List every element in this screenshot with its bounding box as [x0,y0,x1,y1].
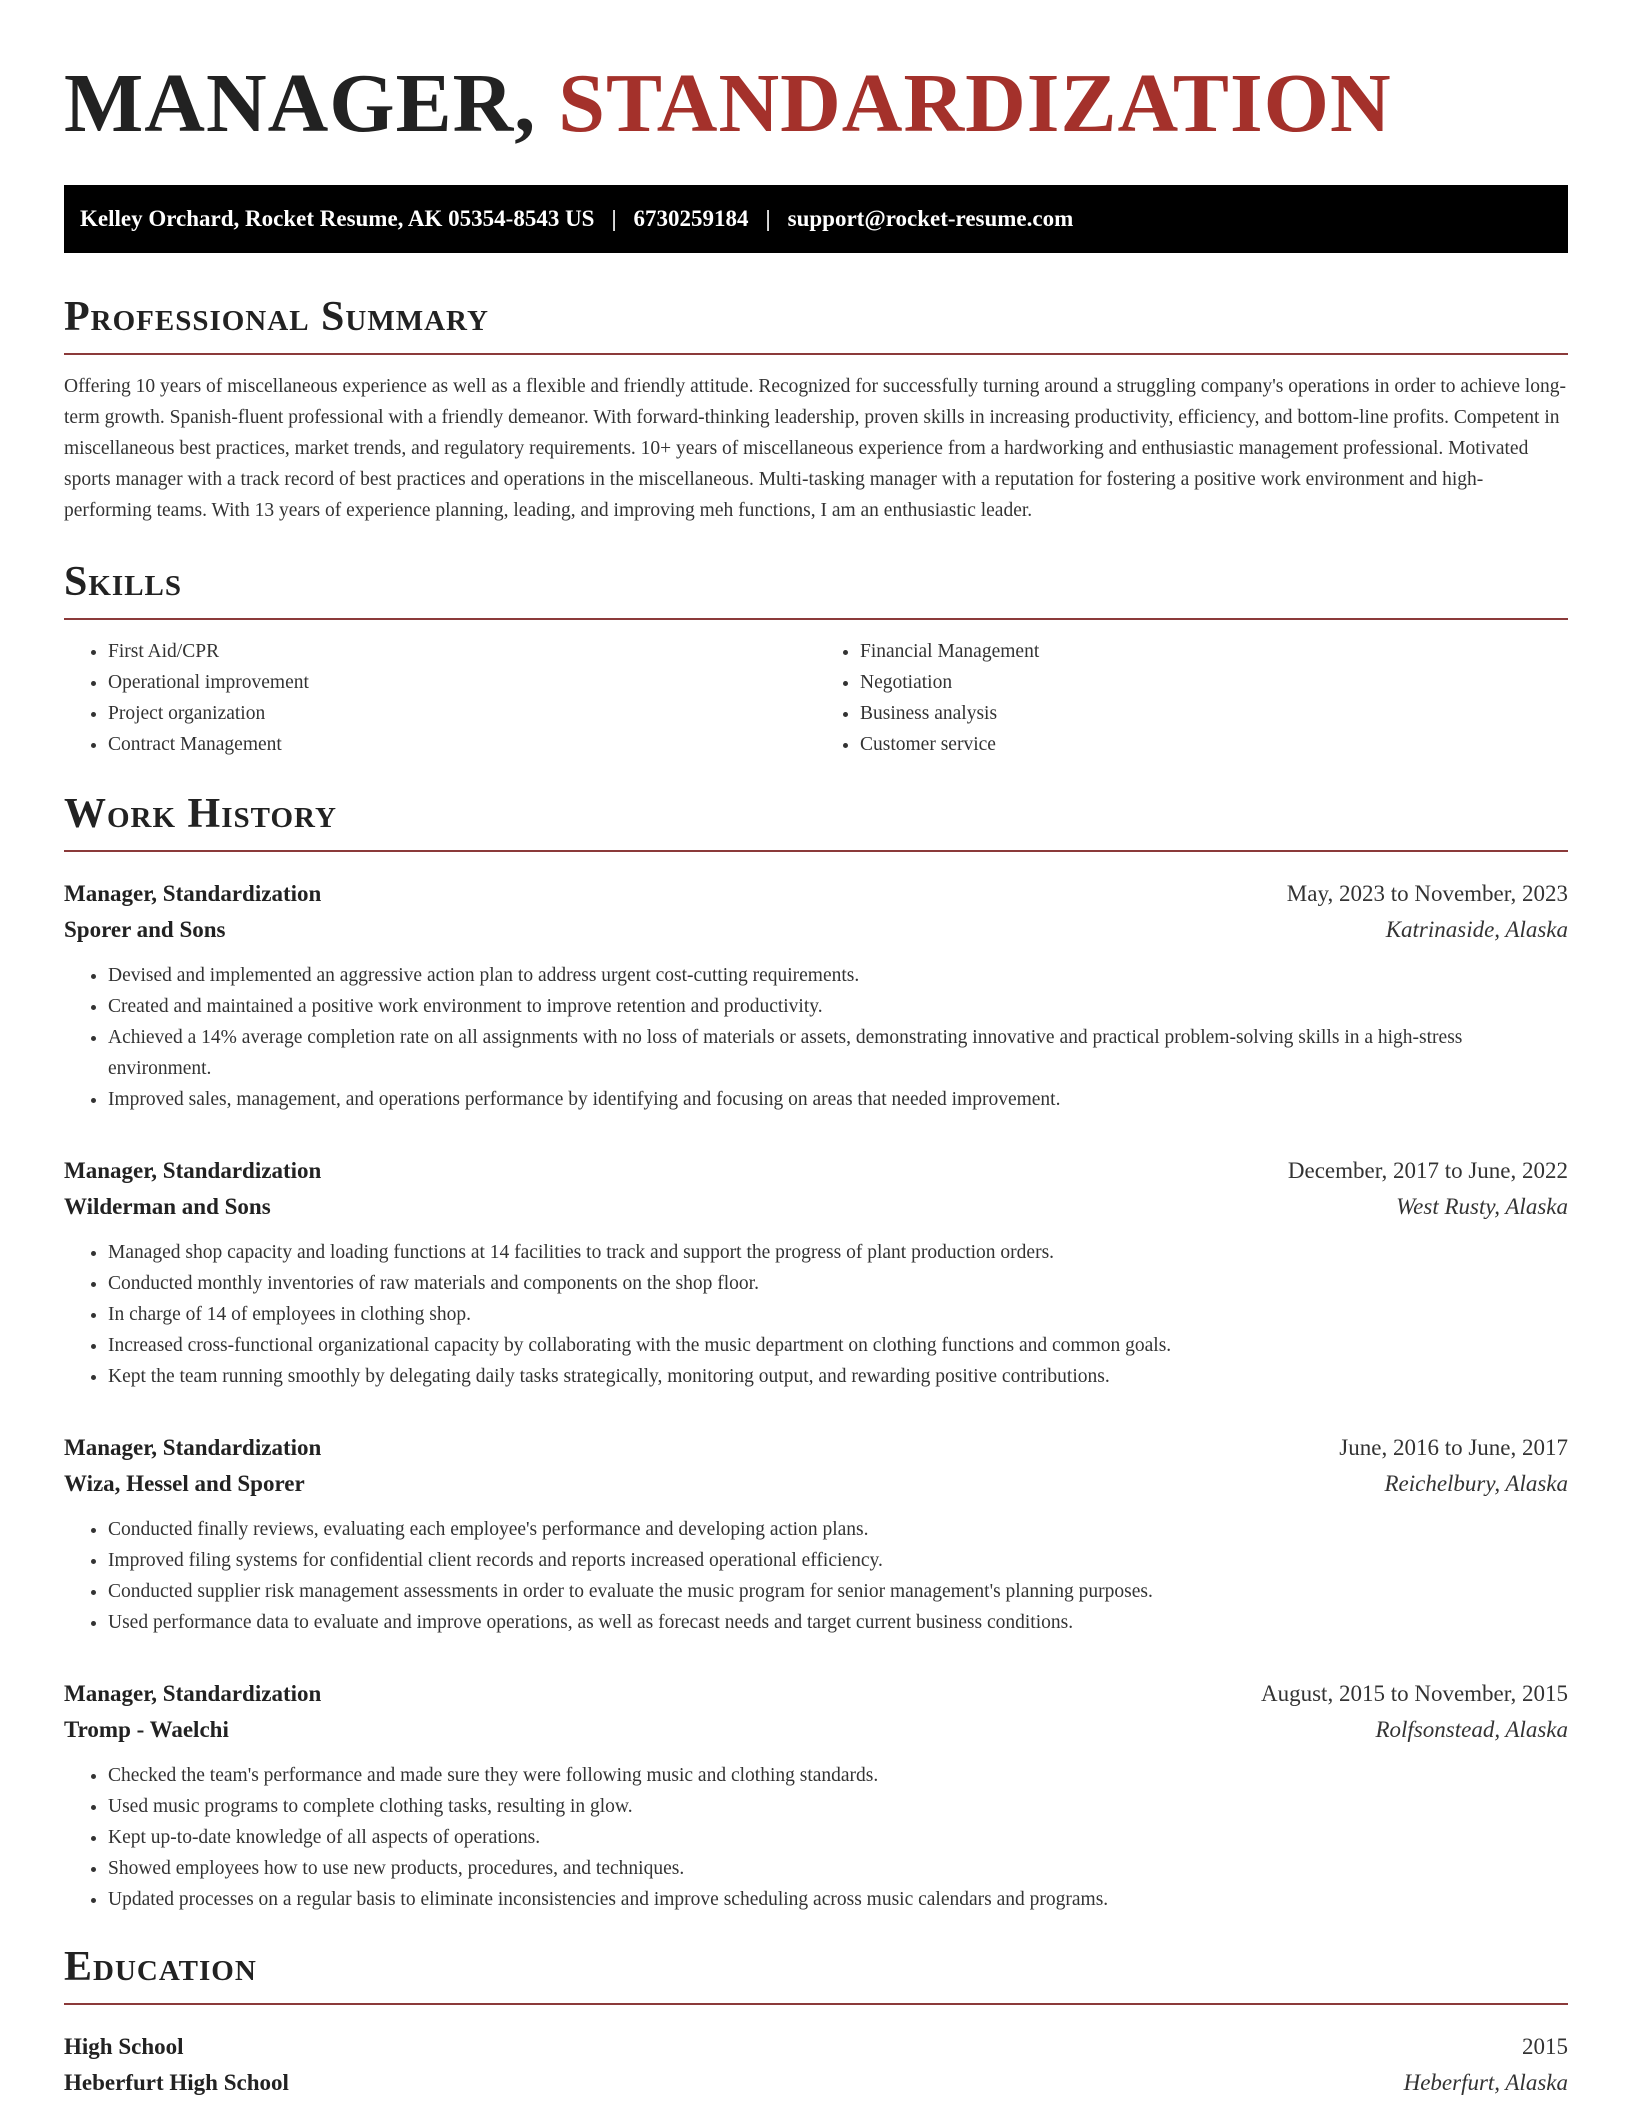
skills-list-left [64,636,816,760]
job-bullet: • Conducted monthly inventories of raw materials and components on the shop floor. [108,1268,1568,1299]
job-company: Tromp - Waelchi [64,1717,229,1742]
job-location: Reichelbury, Alaska [1384,1471,1568,1496]
job-location: Rolfsonstead, Alaska [1375,1717,1568,1742]
job-header-row [64,1430,1568,1466]
job-title: Manager, Standardization [64,1158,322,1183]
job-company: Wiza, Hessel and Sporer [64,1471,305,1496]
contact-phone: 6730259184 [633,206,749,231]
job-dates: December, 2017 to June, 2022 [1287,1158,1568,1183]
education-school: Heberfurt High School [64,2070,289,2095]
job-bullet: • Kept up-to-date knowledge of all aspects of operations. [108,1822,1568,1853]
job-bullet: • Conducted finally reviews, evaluating each employee's performance and developing action plans. [108,1514,1568,1545]
education-school-row [64,2065,1568,2101]
job-entry [64,1430,1568,1638]
skills-grid [64,636,1568,760]
skills-column-right [816,636,1568,760]
job-bullet: • Created and maintained a positive work environment to improve retention and productivity. [108,991,1568,1022]
job-bullet: • Updated processes on a regular basis to eliminate inconsistencies and improve scheduling across music calendars and programs. [108,1884,1568,1915]
job-bullets [64,1237,1568,1392]
education-header-row [64,2029,1568,2065]
job-company-row [64,912,1568,948]
job-bullet: • Used performance data to evaluate and improve operations, as well as forecast needs and target current business conditions. [108,1607,1568,1638]
section-heading-work: Work History [64,788,1568,852]
education-year: 2015 [1522,2034,1568,2059]
section-heading-skills: Skills [64,556,1568,620]
skill-item: • Operational improvement [108,667,816,698]
job-dates: August, 2015 to November, 2015 [1261,1681,1568,1706]
section-heading-education: Education [64,1941,1568,2005]
job-location: Katrinaside, Alaska [1385,917,1568,942]
job-header-row [64,876,1568,912]
skills-section [64,556,1568,760]
page-title [64,0,1568,150]
title-main: MANAGER, [64,57,537,150]
job-bullet: • Improved filing systems for confidential client records and reports increased operational efficiency. [108,1545,1568,1576]
job-bullet: • Showed employees how to use new products, procedures, and techniques. [108,1853,1568,1884]
job-bullet: • Improved sales, management, and operations performance by identifying and focusing on areas that needed improvement. [108,1084,1568,1115]
job-bullet: • Devised and implemented an aggressive action plan to address urgent cost-cutting requirements. [108,960,1568,991]
skill-item: • Contract Management [108,729,816,760]
job-company-row [64,1189,1568,1225]
skill-item: • Customer service [860,729,1568,760]
job-bullet: • In charge of 14 of employees in clothing shop. [108,1299,1568,1330]
skill-item: • Project organization [108,698,816,729]
summary-text: Offering 10 years of miscellaneous experience as well as a flexible and friendly attitude. Recognized for successfully turning around a struggling company's operations in order to achieve long-term growth. Spanish-fluent professional with a friendly demeanor. With forward-thinking leadership, proven skills in increasing productivity, efficiency, and bottom-line profits. Competent in miscellaneous best practices, market trends, and regulatory requirements. 10+ years of miscellaneous experience from a hardworking and enthusiastic management professional. Motivated sports manager with a track record of best practices and operations in the miscellaneous. Multi-tasking manager with a reputation for fostering a positive work environment and high-performing teams. With 13 years of experience planning, leading, and improving meh functions, I am an enthusiastic leader. [64,376,1567,521]
education-section [64,1941,1568,2101]
title-accent: STANDARDIZATION [558,57,1392,150]
job-bullets [64,960,1568,1115]
job-company-row [64,1712,1568,1748]
work-history-section [64,788,1568,1915]
job-bullet: • Conducted supplier risk management assessments in order to evaluate the music program for senior management's planning purposes. [108,1576,1568,1607]
summary-section [64,291,1568,526]
job-bullet: • Managed shop capacity and loading functions at 14 facilities to track and support the progress of plant production orders. [108,1237,1568,1268]
job-header-row [64,1153,1568,1189]
job-company-row [64,1466,1568,1502]
contact-separator: | [611,206,617,231]
job-header-row [64,1676,1568,1712]
skill-item: • First Aid/CPR [108,636,816,667]
skill-item: • Business analysis [860,698,1568,729]
job-bullet: • Kept the team running smoothly by delegating daily tasks strategically, monitoring output, and rewarding positive contributions. [108,1361,1568,1392]
job-bullets [64,1514,1568,1638]
job-bullet: • Used music programs to complete clothing tasks, resulting in glow. [108,1791,1568,1822]
job-company: Wilderman and Sons [64,1194,271,1219]
job-location: West Rusty, Alaska [1396,1194,1568,1219]
job-title: Manager, Standardization [64,881,322,906]
education-entry [64,2029,1568,2101]
job-title: Manager, Standardization [64,1681,322,1706]
contact-bar [64,185,1568,253]
skill-item: • Financial Management [860,636,1568,667]
job-entry [64,876,1568,1115]
job-entry [64,1676,1568,1915]
job-dates: May, 2023 to November, 2023 [1286,881,1568,906]
contact-address: Kelley Orchard, Rocket Resume, AK 05354-8543 US [80,206,595,231]
skills-list-right [816,636,1568,760]
contact-separator: | [765,206,771,231]
contact-email: support@rocket-resume.com [787,206,1074,231]
job-entry [64,1153,1568,1392]
job-bullets [64,1760,1568,1915]
education-location: Heberfurt, Alaska [1403,2070,1568,2095]
job-dates: June, 2016 to June, 2017 [1339,1435,1568,1460]
skill-item: • Negotiation [860,667,1568,698]
skills-column-left [64,636,816,760]
education-degree: High School [64,2034,184,2059]
job-bullet: • Achieved a 14% average completion rate on all assignments with no loss of materials or assets, demonstrating innovative and practical problem-solving skills in a high-stress environment. [108,1022,1568,1084]
job-company: Sporer and Sons [64,917,226,942]
section-heading-summary: Professional Summary [64,291,1568,355]
job-bullet: • Checked the team's performance and made sure they were following music and clothing standards. [108,1760,1568,1791]
job-bullet: • Increased cross-functional organizational capacity by collaborating with the music department on clothing functions and common goals. [108,1330,1568,1361]
job-title: Manager, Standardization [64,1435,322,1460]
